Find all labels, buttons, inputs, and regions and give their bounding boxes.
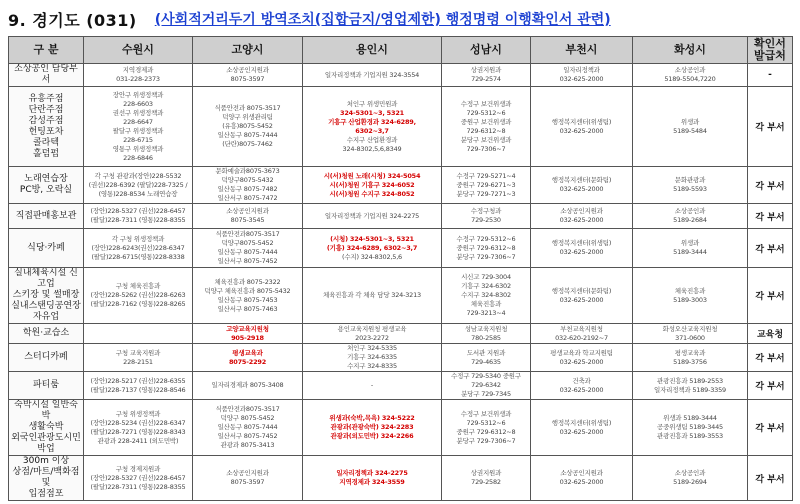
contact-line: 체육진흥과 각 체육 담당 324-3213: [323, 291, 421, 299]
contact-line: 일산동구 8075-7444: [217, 131, 278, 139]
contact-cell: [193, 229, 303, 268]
contact-line: 식품안전과8075-3517: [215, 230, 280, 238]
contact-line: (유흥)8075-5452: [222, 122, 273, 130]
contact-line: 시(서)청원 노래(시청) 324-5054: [323, 171, 421, 180]
table-row: [9, 344, 793, 372]
contact-line: 덕양구8075-5432: [221, 176, 274, 184]
contact-line: 032-625-2000: [559, 126, 604, 135]
contact-cell: [303, 324, 442, 344]
header-cell: 구 분: [9, 37, 84, 64]
contact-cell: [193, 204, 303, 229]
contact-line: 5189-2694: [673, 478, 707, 486]
row-category: 직접판매홍보관: [9, 204, 84, 229]
contact-line: 관광진흥과 5189-2553: [657, 376, 723, 385]
contact-line: (장안)228-5234 (권선)228-6347: [90, 418, 186, 427]
contact-cell: [531, 456, 633, 501]
contact-line: 덕양구8075-5452: [221, 239, 274, 247]
contact-line: (팔달)228-7162 (영통)228-8265: [90, 300, 186, 308]
contact-line: 일자리정책과 5189-3359: [654, 385, 726, 394]
contact-line: 032-625-2000: [559, 216, 604, 224]
contact-line: 체육진흥과: [470, 300, 502, 308]
contact-line: 905-2918: [231, 333, 264, 342]
contact-cell: [84, 400, 193, 456]
contact-line: -: [370, 381, 374, 389]
header-cell: 성남시: [442, 37, 531, 64]
contact-line: 2023-2272: [355, 333, 389, 342]
contact-line: (기흥) 324-6289, 6302~3,7: [326, 243, 418, 252]
contact-line: 문화관광과: [674, 176, 706, 184]
contact-line: 5189-3444: [673, 248, 707, 256]
contact-line: 729-6312~8: [466, 126, 506, 135]
contact-line: 기흥구 324-6302: [461, 282, 511, 290]
contact-line: 729-5312~6: [466, 418, 506, 427]
contact-line: 5189-5593: [673, 185, 707, 193]
contact-line: 지역경제과 324-3559: [339, 478, 405, 486]
contact-line: 분당구 729-7271~3: [456, 189, 516, 198]
contact-cell: [442, 268, 531, 324]
contact-cell: [84, 324, 193, 344]
contact-line: 일산동구 8075-7453: [217, 295, 278, 304]
contact-line: 소상공인지원과: [560, 469, 603, 477]
contact-cell: [193, 456, 303, 501]
table-row: [9, 64, 793, 87]
contact-line: 권선구 위생정책과: [112, 108, 164, 117]
contact-line: 수지구 산업환경과: [346, 135, 398, 144]
contact-line: 덕양구 8075-5452: [220, 414, 275, 422]
contact-line: 수지구 324-8302: [461, 291, 511, 299]
contact-cell: [531, 167, 633, 204]
contact-line: 324-8302,5,6,8349: [342, 144, 402, 153]
contact-line: 시(서)청원 기흥구 324-6052: [329, 180, 415, 189]
contact-line: 영통구 위생정책과: [112, 144, 164, 153]
page-title: [8, 4, 611, 34]
contact-cell: [633, 268, 748, 324]
contact-line: 시(서)청원 수지구 324-8052: [329, 189, 415, 198]
contact-line: 228-6603: [123, 99, 153, 108]
contact-line: 228-6647: [123, 117, 153, 126]
contact-line: (장안)228-5327 (권선)228-6457: [90, 207, 186, 215]
contact-cell: [442, 372, 531, 400]
contact-line: 032-625-2000: [559, 427, 604, 436]
contact-line: 평생교육과 학교지원팀: [550, 348, 613, 357]
contact-cell: [633, 344, 748, 372]
contact-line: 각 구청 관광과(장안)228-5532: [94, 171, 182, 180]
table-row: [9, 229, 793, 268]
contact-cell: [84, 204, 193, 229]
issuer-cell: 각 부서: [748, 344, 793, 372]
contact-line: 일산동구 8075-7482: [217, 185, 278, 193]
table-row: [9, 204, 793, 229]
contact-line: 관광과(외도민박) 324-2266: [330, 432, 414, 440]
issuer-cell: 각 부서: [748, 87, 793, 167]
contact-cell: [84, 229, 193, 268]
contact-line: 기흥구 324-6335: [347, 353, 397, 361]
contact-line: 관광과 8075-3413: [220, 441, 275, 449]
contact-line: 각 구청 위생정책과: [111, 234, 165, 243]
contact-cell: [531, 229, 633, 268]
contact-line: 228-6715: [123, 135, 153, 144]
contact-line: 소상공인지원과: [560, 207, 603, 215]
table-row: [9, 400, 793, 456]
contact-cell: [633, 167, 748, 204]
table-row: [9, 324, 793, 344]
contact-line: 소상공인지원과: [226, 66, 269, 74]
contact-line: 분당구 729-7345: [461, 390, 511, 398]
contact-line: 일산서구 8075-7452: [217, 432, 278, 440]
header-cell: 고양시: [193, 37, 303, 64]
contact-line: (장안)228-5262 (권선)228-6263: [90, 291, 186, 299]
contact-cell: [303, 87, 442, 167]
contact-line: (장안)228-5327 (권선)228-6457: [90, 473, 186, 482]
contact-line: 상권지원과: [470, 66, 502, 74]
contact-cell: [84, 344, 193, 372]
contact-line: (팔달)228-7137 (영통)228-8546: [90, 385, 186, 394]
contact-cell: [442, 400, 531, 456]
contact-cell: [531, 344, 633, 372]
contact-cell: [442, 167, 531, 204]
contact-cell: [303, 456, 442, 501]
contact-cell: [531, 204, 633, 229]
contact-line: 행정복지센터(위생팀): [551, 418, 612, 427]
contact-line: 문화예술과8075-3673: [215, 167, 280, 175]
contact-cell: [193, 344, 303, 372]
issuer-cell: 각 부서: [748, 204, 793, 229]
contact-line: 중원구 보건위생과: [460, 117, 512, 126]
contact-line: 행정복지센터(문화팀): [551, 286, 612, 295]
contact-line: 용인교육지원청 평생교육: [337, 324, 407, 333]
contact-cell: [442, 87, 531, 167]
issuer-cell: -: [748, 64, 793, 87]
contact-line: 729-3213~4: [466, 309, 506, 317]
issuer-cell: 각 부서: [748, 229, 793, 268]
contact-line: 시신고 729-3004: [461, 273, 511, 281]
contact-cell: [84, 64, 193, 87]
contact-cell: [193, 400, 303, 456]
contact-line: 8075-3597: [230, 75, 265, 83]
contact-line: 수정구청과: [470, 207, 502, 215]
contact-cell: [442, 456, 531, 501]
contact-line: (팔달)228-7311 (영통)228-8355: [90, 482, 186, 491]
row-category: 식당·카페: [9, 229, 84, 268]
row-category: 소상공인 담당부서: [9, 64, 84, 87]
contact-line: 건축과: [572, 376, 591, 385]
contact-line: 032-625-2000: [559, 478, 604, 486]
contact-cell: [442, 204, 531, 229]
contact-cell: [531, 268, 633, 324]
contact-cell: [84, 87, 193, 167]
contact-line: 일자리경제과 8075-3408: [211, 381, 284, 389]
contact-line: 관광과(관광숙박) 324-2283: [330, 423, 414, 431]
contact-cell: [303, 229, 442, 268]
contact-cell: [531, 324, 633, 344]
contact-line: 032-625-2000: [559, 295, 604, 304]
contact-cell: [303, 167, 442, 204]
contact-line: 032-620-2192~7: [555, 333, 608, 342]
contact-line: 228-6846: [123, 153, 153, 162]
contact-cell: [193, 372, 303, 400]
contact-cell: [303, 204, 442, 229]
contact-cell: [633, 204, 748, 229]
contact-line: (장안)228-5217 (권선)228-6355: [90, 376, 186, 385]
contact-line: 5189-5504,7220: [664, 75, 716, 83]
table-row: [9, 372, 793, 400]
contact-line: 분당구 보건위생과: [460, 135, 512, 144]
contact-cell: [633, 64, 748, 87]
contact-cell: [442, 324, 531, 344]
contact-cell: [84, 167, 193, 204]
contact-line: 수지구 324-8335: [347, 362, 397, 370]
issuer-cell: 각 부서: [748, 372, 793, 400]
contact-line: 구청 체육진흥과: [115, 282, 161, 290]
contact-line: 032-625-2000: [559, 185, 604, 193]
contact-line: 일산동구 8075-7444: [217, 248, 278, 256]
contact-cell: [193, 324, 303, 344]
contact-line: (팔달)228-6715(영통)228-8338: [91, 252, 185, 261]
header-cell: 확인서 발급처: [748, 37, 793, 64]
contact-line: 행정복지센터(위생팀): [551, 239, 612, 247]
contact-line: 처인구 324-5335: [347, 344, 397, 352]
contact-cell: [531, 87, 633, 167]
contact-line: 수정구 729-5312~6: [456, 234, 516, 243]
contact-cell: [84, 372, 193, 400]
contact-line: 8075-3545: [230, 216, 265, 224]
contact-line: 식품안전과8075-3517: [215, 405, 280, 413]
contact-line: 수정구 729-5271~4: [456, 171, 516, 180]
issuer-cell: 각 부서: [748, 456, 793, 501]
contact-cell: [633, 372, 748, 400]
contact-line: 5189-3756: [673, 357, 707, 366]
contact-line: 032-625-2000: [559, 75, 604, 83]
contact-cell: [633, 87, 748, 167]
contact-cell: [442, 229, 531, 268]
contact-line: 780-2585: [471, 333, 501, 342]
contact-line: 평생교육과: [674, 348, 706, 357]
table-row: [9, 87, 793, 167]
title-number: 9. 경기도 (031): [8, 10, 137, 30]
contact-line: 덕양구 위생관리팀: [222, 113, 273, 121]
contact-line: 팔달구 위생정책과: [112, 126, 164, 135]
contact-line: 중원구 729-6312~8: [456, 427, 516, 436]
contact-line: 일산서구 8075-7452: [217, 257, 278, 265]
issuer-cell: 각 부서: [748, 268, 793, 324]
contact-line: 중원구 729-6312~8: [456, 243, 516, 252]
contact-cell: [531, 372, 633, 400]
contact-table: [8, 36, 793, 501]
contact-line: 덕양구 체육진흥과 8075-5432: [204, 286, 291, 295]
contact-line: 소상공인지원과: [226, 207, 269, 215]
contact-line: 위생과(숙박,목욕) 324-5222: [329, 414, 415, 422]
contact-line: 구청 교육지원과: [115, 348, 161, 357]
contact-line: 행정복지센터(문화팀): [551, 176, 612, 184]
contact-line: 729-2574: [471, 75, 501, 83]
contact-cell: [193, 64, 303, 87]
contact-line: (장안)228-6243(권선)228-6347: [91, 243, 185, 252]
contact-line: 분당구 729-7306~7: [456, 436, 516, 445]
header-cell: 화성시: [633, 37, 748, 64]
contact-line: 행정복지센터(위생팀): [551, 117, 612, 126]
contact-line: 고양교육지원청: [226, 324, 269, 333]
contact-line: 8075-2292: [228, 357, 267, 366]
issuer-cell: 교육청: [748, 324, 793, 344]
contact-cell: [633, 456, 748, 501]
contact-line: 324-5301~3, 5321: [340, 108, 404, 117]
contact-line: (권선)228-6392 (팔달)228-7325 / (영통)228-8534 노래연습장: [88, 180, 188, 198]
contact-line: 소상공인과: [674, 469, 706, 477]
contact-cell: [84, 268, 193, 324]
contact-cell: [84, 456, 193, 501]
contact-line: 중원구 729-6271~3: [456, 180, 516, 189]
contact-line: 위생과: [680, 239, 700, 247]
header-cell: 수원시: [84, 37, 193, 64]
contact-line: 관광진흥과 5189-3553: [657, 432, 723, 440]
contact-line: 032-625-2000: [559, 385, 604, 394]
contact-line: 031-228-2373: [116, 75, 160, 83]
contact-cell: [633, 400, 748, 456]
row-category: 노래연습장 PC방, 오락실: [9, 167, 84, 204]
contact-line: 수정구 보건위생과: [460, 99, 512, 108]
contact-cell: [303, 372, 442, 400]
contact-line: (수지) 324-8302,5,6: [342, 252, 402, 261]
contact-line: 화성오산교육지원청: [662, 324, 718, 333]
contact-cell: [531, 400, 633, 456]
contact-line: 수정구 729-5340 중원구 729-6342: [451, 372, 521, 389]
contact-line: 기흥구 산업환경과 324-6289,: [328, 117, 416, 126]
contact-line: 일자리정책과: [563, 66, 600, 74]
contact-line: 장안구 위생정책과: [112, 90, 164, 99]
contact-line: 위생과: [680, 117, 700, 126]
contact-cell: [193, 268, 303, 324]
title-subtitle-link[interactable]: (사회적거리두기 방역조치(집합금지/영업제한) 행정명령 이행확인서 관련): [154, 12, 611, 28]
contact-cell: [303, 64, 442, 87]
header-cell: 부천시: [531, 37, 633, 64]
contact-cell: [193, 87, 303, 167]
table-row: [9, 167, 793, 204]
contact-line: 729-4635: [471, 357, 501, 366]
contact-line: 729-7306~7: [466, 144, 506, 153]
contact-cell: [193, 167, 303, 204]
contact-line: 소상공인지원과: [226, 469, 269, 477]
contact-cell: [303, 344, 442, 372]
contact-line: 지역경제과: [122, 66, 154, 74]
contact-line: 공중위생팀 5189-3445: [657, 423, 723, 431]
contact-line: 729-5312~6: [466, 108, 506, 117]
contact-cell: [442, 64, 531, 87]
header-cell: 용인시: [303, 37, 442, 64]
row-category: 학원·교습소: [9, 324, 84, 344]
contact-line: 228-2151: [123, 357, 153, 366]
row-category: 숙박시설 일반숙박 생활숙박 외국인관광도시민박업: [9, 400, 84, 456]
contact-line: 일산동구 8075-7444: [217, 423, 278, 431]
contact-line: 상권지원과: [470, 469, 502, 477]
contact-cell: [633, 229, 748, 268]
contact-cell: [442, 344, 531, 372]
contact-line: 소상공인과: [674, 207, 706, 215]
contact-line: 부천교육지원청: [560, 324, 603, 333]
contact-line: 수정구 보건위생과: [460, 409, 512, 418]
contact-line: 5189-2684: [673, 216, 707, 224]
contact-line: 032-625-2000: [559, 357, 604, 366]
contact-line: 8075-3597: [230, 478, 265, 486]
row-category: 파티룸: [9, 372, 84, 400]
contact-line: 처인구 위생민원과: [346, 99, 398, 108]
contact-line: 일자리정책과 기업지원 324-3554: [324, 70, 420, 79]
contact-line: 성남교육지원청: [464, 324, 508, 333]
contact-line: (팔달)228-7311 (영통)228-8355: [90, 216, 186, 224]
contact-line: (단란)8075-7462: [222, 140, 273, 148]
contact-cell: [303, 400, 442, 456]
row-category: 유흥주점 단란주점 감성주점 헌팅포차 콜라텍 홀덤펍: [9, 87, 84, 167]
contact-line: 평생교육과: [232, 348, 263, 357]
contact-line: 분당구 729-7306~7: [456, 252, 516, 261]
contact-line: 구청 경제지원과: [115, 464, 161, 473]
contact-line: 일자리정책과 기업지원 324-2275: [324, 211, 420, 220]
issuer-cell: 각 부서: [748, 167, 793, 204]
contact-line: 729-2530: [471, 216, 501, 224]
contact-line: 371-0600: [675, 333, 705, 342]
contact-line: 6302~3,7: [355, 126, 389, 135]
contact-line: 일자리정책과 324-2275: [336, 469, 408, 477]
issuer-cell: 각 부서: [748, 400, 793, 456]
contact-cell: [303, 268, 442, 324]
contact-line: (시청) 324-5301~3, 5321: [330, 234, 414, 243]
contact-line: 소상공인과: [674, 66, 706, 74]
contact-line: 032-625-2000: [559, 248, 604, 256]
contact-line: 도서관 지원과: [466, 348, 506, 357]
contact-line: 5189-3003: [673, 295, 707, 304]
contact-line: 729-2582: [471, 478, 501, 486]
row-category: 실내체육시설 신고업 스키장 및 썰매장 실내스탠딩공연장 자유업: [9, 268, 84, 324]
header-row: [9, 37, 793, 64]
contact-line: 구청 위생정책과: [115, 409, 161, 418]
table-row: [9, 456, 793, 501]
contact-line: 관광과 228-2411 (외도민박): [97, 436, 179, 445]
contact-line: 일산서구 8075-7472: [217, 194, 278, 202]
contact-line: 일산서구 8075-7463: [217, 304, 278, 313]
contact-line: 위생과 5189-3444: [663, 414, 717, 422]
contact-cell: [531, 64, 633, 87]
contact-cell: [633, 324, 748, 344]
contact-line: 체육진흥과 8075-2322: [214, 277, 281, 286]
row-category: 300m 이상 상점/마트/백화점 및 입점점포: [9, 456, 84, 501]
table-row: [9, 268, 793, 324]
contact-line: 체육진흥과: [674, 286, 706, 295]
contact-line: 식품안전과 8075-3517: [214, 104, 281, 112]
row-category: 스터디카페: [9, 344, 84, 372]
contact-line: 5189-5484: [673, 126, 707, 135]
contact-line: (팔달)228-7271 (영통)228-8343: [90, 427, 186, 436]
